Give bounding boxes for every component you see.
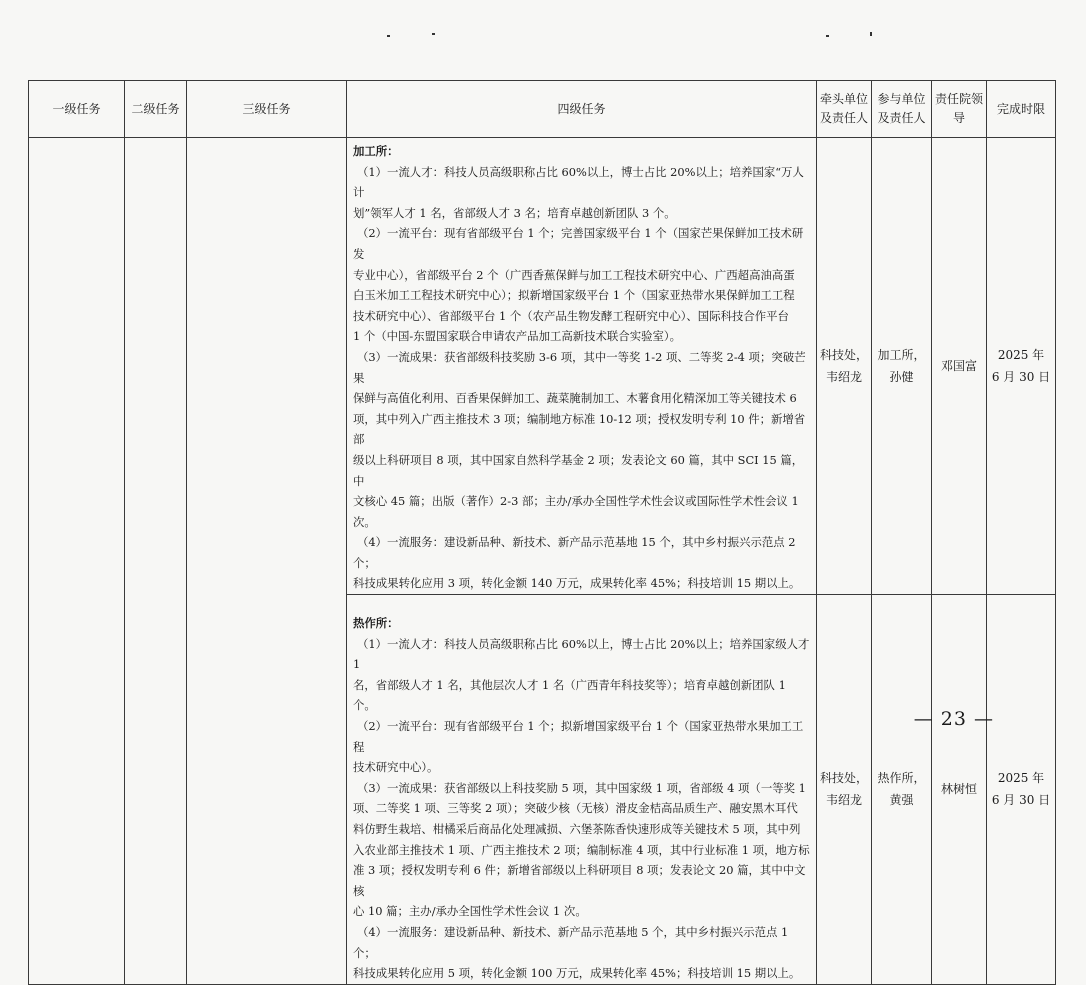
level2-cell [125,138,187,985]
page-number: — 23 — [913,708,994,730]
task-line: 划”领军人才 1 名，省部级人才 3 名；培育卓越创新团队 3 个。 [353,205,676,220]
deadline-cell [987,138,1056,595]
scan-specks [0,32,1086,42]
task-line: （3）一流成果：获省部级以上科技奖励 5 项，其中国家级 1 项，省部级 4 项（一等奖 1 [357,780,806,795]
partner-person: 孙健 [889,370,914,385]
task-line: 保鲜与高值化利用、百香果保鲜加工、蔬菜腌制加工、木薯食用化精深加工等关键技术 6 [353,391,797,406]
task-line: 专业中心），省部级平台 2 个（广西香蕉保鲜与加工工程技术研究中心、广西超高油高蛋 [353,267,795,282]
unit-name: 热作所： [353,616,399,631]
task-line: 心 10 篇；主办/承办全国性学术性会议 1 次。 [353,904,587,919]
level4-cell [347,138,817,595]
lead-unit: 科技处， [819,348,868,363]
header-level2: 二级任务 [125,81,187,138]
deadline-cell [987,595,1056,985]
scan-speck [432,33,435,35]
header-level1: 一级任务 [29,81,125,138]
task-line: （4）一流服务：建设新品种、新技术、新产品示范基地 15 个，其中乡村振兴示范点 2 个； [353,535,796,570]
header-leader: 责任院领导 [932,81,987,138]
task-line: （1）一流人才：科技人员高级职称占比 60%以上，博士占比 20%以上；培养国家“万人计 [353,164,804,200]
table-row [29,138,1056,595]
leader-cell: 邓国富 [932,138,987,595]
task-line: 项、二等奖 1 项、三等奖 2 项）；突破少核（无核）滑皮金桔高品质生产、融安黑木耳代 [353,801,798,816]
header-level3: 三级任务 [187,81,347,138]
task-line: （3）一流成果：获省部级科技奖励 3-6 项，其中一等奖 1-2 项、二等奖 2-4 项；突破芒果 [353,349,806,385]
unit-name: 加工所： [353,144,399,158]
lead-unit-cell [817,138,872,595]
partner-unit-cell [872,138,932,595]
header-lead-unit: 牵头单位及责任人 [817,81,872,138]
level3-cell [187,138,347,985]
task-line: 文核心 45 篇；出版（著作）2-3 部；主办/承办全国性学术性会议或国际性学术性会议 1 次。 [353,494,799,529]
deadline-date: 6 月 30 日 [991,370,1051,385]
header-level4: 四级任务 [347,81,817,138]
partner-unit: 加工所， [877,348,926,363]
leader-cell: 林树恒 [932,595,987,985]
scan-speck [387,35,390,37]
scan-speck [870,32,872,36]
partner-person: 黄强 [889,793,914,808]
task-line: 名，省部级人才 1 名，其他层次人才 1 名（广西青年科技奖等）；培育卓越创新团队 1 个。 [353,677,786,713]
lead-person: 韦绍龙 [825,793,862,808]
task-line: 1 个（中国-东盟国家联合申请农产品加工高新技术联合实验室）。 [353,329,681,344]
header-deadline: 完成时限 [987,81,1056,138]
deadline-date: 6 月 30 日 [991,793,1051,808]
task-line: 准 3 项；授权发明专利 6 件；新增省部级以上科研项目 8 项；发表论文 20 篇，其中中文核 [353,863,806,898]
task-line: 白玉米加工工程技术研究中心）；拟新增国家级平台 1 个（国家亚热带水果保鲜加工工程 [353,288,795,303]
task-line: 项，其中列入广西主推技术 3 项；编制地方标准 10-12 项；授权发明专利 10 件；新增省部 [353,411,806,447]
task-line: 入农业部主推技术 1 项、广西主推技术 2 项；编制标准 4 项，其中行业标准 1 项，地方标 [353,842,810,857]
scan-speck [826,35,829,37]
lead-person: 韦绍龙 [825,370,862,385]
deadline-year: 2025 年 [997,771,1045,786]
task-line: 科技成果转化应用 3 项，转化金额 140 万元，成果转化率 45%；科技培训 15 期以上。 [353,576,801,591]
lead-unit: 科技处， [819,771,868,786]
level4-cell [347,595,817,985]
task-line: 科技成果转化应用 5 项，转化金额 100 万元，成果转化率 45%；科技培训 15 期以上。 [353,966,801,981]
partner-unit-cell [872,595,932,985]
task-line: 料仿野生栽培、柑橘采后商品化处理减损、六堡茶陈香快速形成等关键技术 5 项，其中列 [353,822,801,836]
task-line: 级以上科研项目 8 项，其中国家自然科学基金 2 项；发表论文 60 篇，其中 SCI 15 篇，中 [353,452,804,488]
task-line: （1）一流人才：科技人员高级职称占比 60%以上，博士占比 20%以上；培养国家级人才 1 [353,636,810,672]
level1-cell [29,138,125,985]
lead-unit-cell [817,595,872,985]
header-partner-unit: 参与单位及责任人 [872,81,932,138]
task-table [28,80,1056,985]
header-row [29,81,1056,138]
task-line: 技术研究中心）、省部级平台 1 个（农产品生物发酵工程研究中心）、国际科技合作平台 [353,308,789,323]
task-line: （2）一流平台：现有省部级平台 1 个；完善国家级平台 1 个（国家芒果保鲜加工技术研发 [353,226,804,261]
task-line: （2）一流平台：现有省部级平台 1 个；拟新增国家级平台 1 个（国家亚热带水果加工工程 [353,719,804,754]
task-line: （4）一流服务：建设新品种、新技术、新产品示范基地 5 个，其中乡村振兴示范点 1 个； [353,924,789,960]
task-line: 技术研究中心）。 [353,760,439,775]
partner-unit: 热作所， [877,771,926,786]
deadline-year: 2025 年 [997,348,1045,363]
